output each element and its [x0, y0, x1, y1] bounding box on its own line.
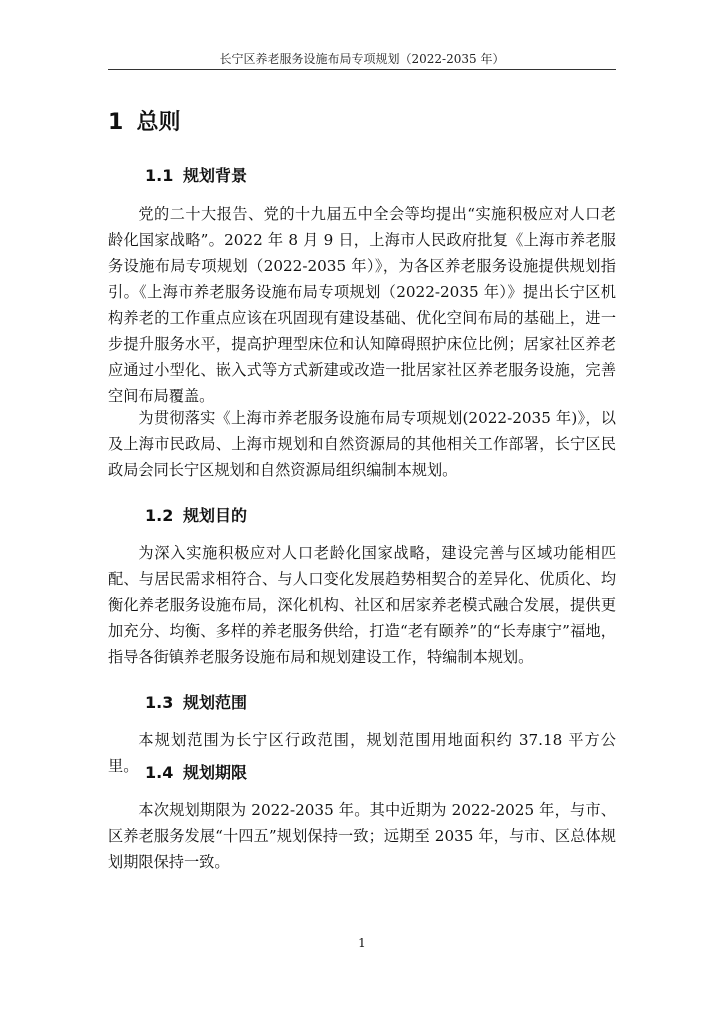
- section-title: 规划范围: [182, 693, 247, 712]
- section-paragraph: 为贯彻落实《上海市养老服务设施布局专项规划(2022-2035 年)》，以及上海市民政局、上海市规划和自然资源局的其他相关工作部署，长宁区民政局会同长宁区规划和自然资源局组织编制本规划。: [108, 409, 616, 479]
- section-heading-background: [145, 164, 247, 188]
- section-title: 规划背景: [182, 166, 247, 185]
- section-paragraph: 本规划范围为长宁区行政范围，规划范围用地面积约 37.18 平方公里。: [108, 731, 616, 775]
- header-title: 长宁区养老服务设施布局专项规划（2022-2035 年）: [219, 52, 505, 66]
- section-number: 1.3: [145, 693, 174, 712]
- chapter-number: 1: [108, 110, 124, 135]
- section-number: 1.1: [145, 166, 174, 185]
- section-heading-scope: [145, 691, 247, 715]
- section-heading-purpose: [145, 504, 247, 528]
- chapter-heading: [108, 107, 181, 139]
- section-number: 1.2: [145, 506, 174, 525]
- section-title: 规划目的: [182, 506, 247, 525]
- section-number: 1.4: [145, 763, 174, 782]
- section-paragraph: 党的二十大报告、党的十九届五中全会等均提出“实施积极应对人口老龄化国家战略”。2022 年 8 月 9 日，上海市人民政府批复《上海市养老服务设施布局专项规划（2022-2035 年）》，为各区养老服务设施提供规划指引。《上海市养老服务设施布局专项规划（2022-2035 年）》提出长宁区机构养老的工作重点应该在巩固现有建设基础、优化空间布局的基础上，进一步提升服务水平，提高护理型床位和认知障碍照护床位比例；居家社区养老应通过小型化、嵌入式等方式新建或改造一批居家社区养老服务设施，完善空间布局覆盖。: [108, 205, 616, 405]
- section-paragraph: 为深入实施积极应对人口老龄化国家战略，建设完善与区域功能相匹配、与居民需求相符合、与人口变化发展趋势相契合的差异化、优质化、均衡化养老服务设施布局，深化机构、社区和居家养老模式融合发展，提供更加充分、均衡、多样的养老服务供给，打造“老有颐养”的“长寿康宁”福地，指导各街镇养老服务设施布局和规划建设工作，特编制本规划。: [108, 544, 616, 666]
- page-number: 1: [358, 936, 366, 950]
- chapter-title: 总则: [136, 110, 181, 135]
- section-heading-period: [145, 761, 247, 785]
- header-divider: [108, 69, 616, 70]
- section-title: 规划期限: [182, 763, 247, 782]
- section-paragraph: 本次规划期限为 2022-2035 年。其中近期为 2022-2025 年，与市、区养老服务发展“十四五”规划保持一致；远期至 2035 年，与市、区总体规划期限保持一致。: [108, 801, 616, 871]
